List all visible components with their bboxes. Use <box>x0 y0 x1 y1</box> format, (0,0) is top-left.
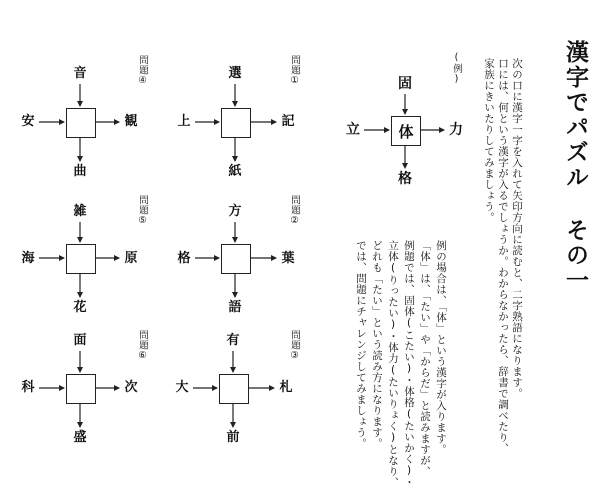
problem-4-right-kanji: 観 <box>124 114 138 129</box>
problem-3-right-kanji: 札 <box>279 380 293 395</box>
explanation-line-5: どれも「たい」という読み方になります。 <box>371 240 383 449</box>
explanation-line-2: 「体」は、「たい」や「からだ」と読みますが、 <box>419 240 431 477</box>
instruction-line-3: 家族にきいたりしてみましょう。 <box>483 58 495 223</box>
example-label: (例) <box>451 52 462 85</box>
explanation-line-6: では、問題にチャレンジしてみましょう。 <box>355 240 367 449</box>
problem-2-right-kanji: 葉 <box>281 251 295 266</box>
example-center-kanji: 体 <box>398 122 414 141</box>
problem-1-right-kanji: 記 <box>281 114 295 129</box>
problem-1-top-kanji: 選 <box>228 66 242 81</box>
problem-2-left-kanji: 格 <box>177 251 191 266</box>
instruction-line-2: 口には、何という漢字が入るでしょうか。わからなかったら、辞書で調べたり、 <box>497 58 509 454</box>
problem-5-left-kanji: 海 <box>21 251 35 266</box>
problem-2-top-kanji: 方 <box>228 204 242 219</box>
problem-2-label: 問題② <box>289 195 300 227</box>
problem-4-label: 問題④ <box>137 55 148 87</box>
problem-3-left-kanji: 大 <box>175 380 189 395</box>
problem-1-left-kanji: 上 <box>177 114 191 129</box>
problem-6-label: 問題⑥ <box>137 330 148 362</box>
problem-4-top-kanji: 音 <box>73 66 87 81</box>
problem-5-top-kanji: 雑 <box>73 204 87 219</box>
problem-6-left-kanji: 科 <box>21 380 35 395</box>
explanation-line-4: 立体(りったい)・体力(たいりょく)となり、 <box>387 240 399 488</box>
problem-1-bottom-kanji: 紙 <box>228 164 242 179</box>
problem-4-bottom-kanji: 曲 <box>73 164 87 179</box>
example-right-kanji: 力 <box>449 122 463 138</box>
problem-1-label: 問題① <box>289 55 300 87</box>
problem-6-right-kanji: 次 <box>124 380 138 395</box>
explanation-line-3: 例題では、固体(こたい)・体格(たいかく)・ <box>403 240 415 488</box>
problem-5-label: 問題⑤ <box>137 195 148 227</box>
example-left-kanji: 立 <box>346 122 360 138</box>
problem-3-label: 問題③ <box>289 330 300 362</box>
example-bottom-kanji: 格 <box>398 171 412 187</box>
problem-5-right-kanji: 原 <box>124 251 138 266</box>
problem-6-bottom-kanji: 盛 <box>73 430 87 445</box>
page-title: 漢字でパズル その一 <box>562 40 588 293</box>
example-top-kanji: 固 <box>398 76 412 92</box>
explanation-line-1: 例の場合は、「体」という漢字が入ります。 <box>435 240 447 455</box>
instruction-line-1: 次の口に漢字一字を入れて矢印方向に読むと、二字熟語になります。 <box>511 58 523 399</box>
problem-6-top-kanji: 面 <box>73 333 87 348</box>
problem-4-left-kanji: 安 <box>21 114 35 129</box>
problem-5-bottom-kanji: 花 <box>73 300 87 315</box>
problem-3-top-kanji: 有 <box>226 333 240 348</box>
problem-2-bottom-kanji: 語 <box>228 300 242 315</box>
problem-3-bottom-kanji: 前 <box>226 430 240 445</box>
